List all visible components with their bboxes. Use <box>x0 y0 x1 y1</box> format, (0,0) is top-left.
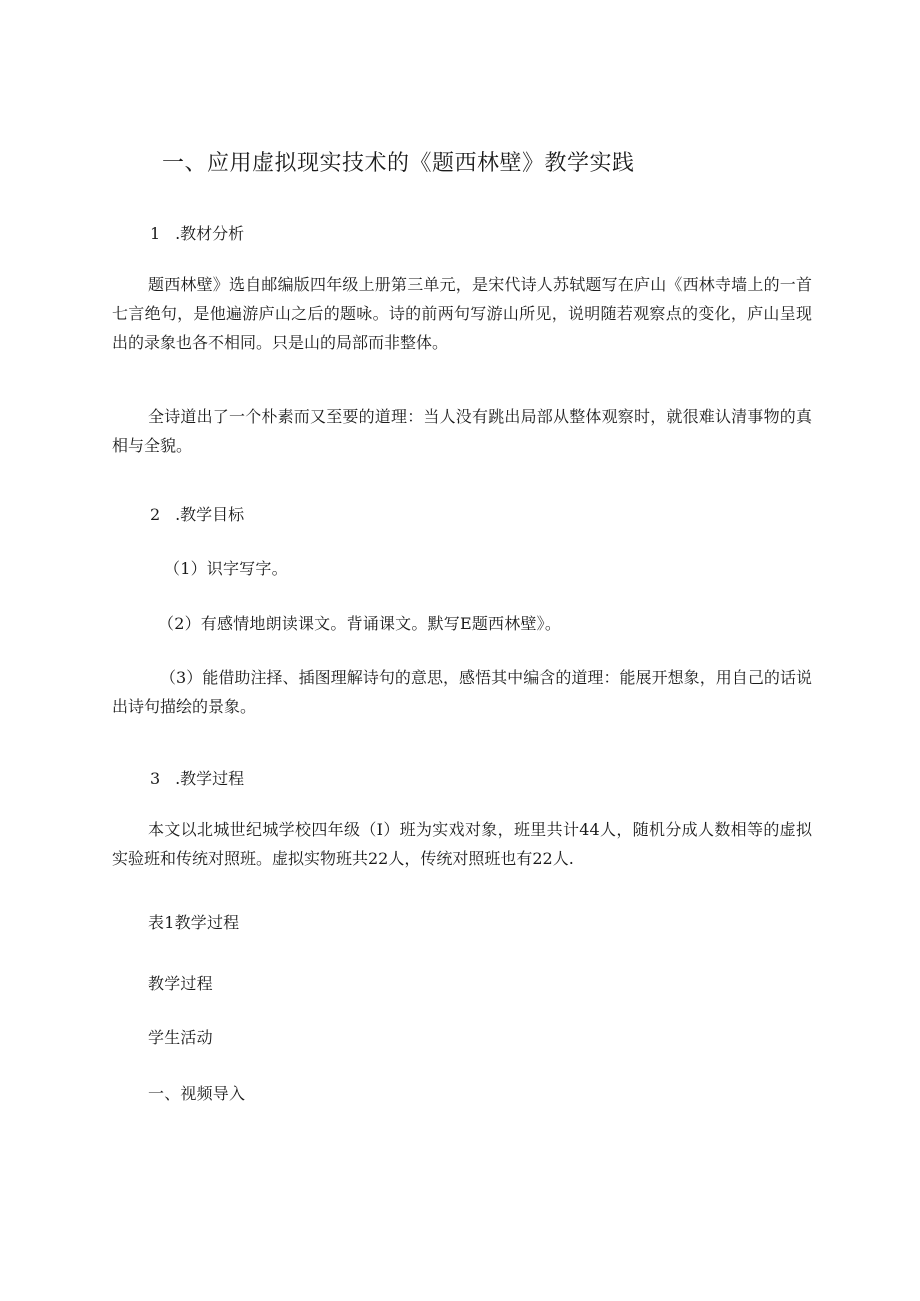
document-title: 一、应用虚拟现实技术的《题西林壁》教学实践 <box>162 151 635 176</box>
section-number: 3 <box>150 769 161 788</box>
table-caption: 表1教学过程 <box>148 913 240 932</box>
section-label: .教学目标 <box>175 505 245 524</box>
paragraph-class-setup: 本文以北城世纪城学校四年级（I）班为实戏对象，班里共计44人，随机分成人数相等的虚拟实验班和传统对照班。虚拟实物班共22人，传统对照班也有22人. <box>112 820 812 868</box>
section-number: 2 <box>150 505 161 524</box>
table-column-header-activity: 学生活动 <box>148 1028 213 1047</box>
section-heading-2 <box>150 502 244 525</box>
section-heading-3 <box>150 766 244 789</box>
goal-item-1: （1）识字写字。 <box>164 559 288 578</box>
goal-item-2: （2）有感情地朗读课文。背诵课文。默写E题西林壁》。 <box>158 614 562 633</box>
paragraph-poem-meaning: 全诗道出了一个朴素而又至要的道理：当人没有跳出局部从整体观察时，就很难认清事物的真相与全貌。 <box>112 407 812 455</box>
table-column-header-process: 教学过程 <box>148 974 213 993</box>
goal-item-3: （3）能借助注择、插图理解诗句的意思，感悟其中编含的道理：能展开想象，用自己的话说出诗句描绘的景象。 <box>112 668 812 716</box>
section-heading-1 <box>150 221 244 244</box>
section-number: 1 <box>150 224 161 243</box>
section-label: .教材分析 <box>175 224 245 243</box>
paragraph-textbook-intro: 题西林壁》选自邮编版四年级上册第三单元，是宋代诗人苏轼题写在庐山《西林寺墙上的一首七言绝句，是他遍游庐山之后的题咏。诗的前两句写游山所见，说明随若观察点的变化，庐山呈现出的录象也各不相同。只是山的局部而非整体。 <box>112 275 812 352</box>
table-row-video-intro: 一、视频导入 <box>148 1084 246 1103</box>
section-label: .教学过程 <box>175 769 245 788</box>
